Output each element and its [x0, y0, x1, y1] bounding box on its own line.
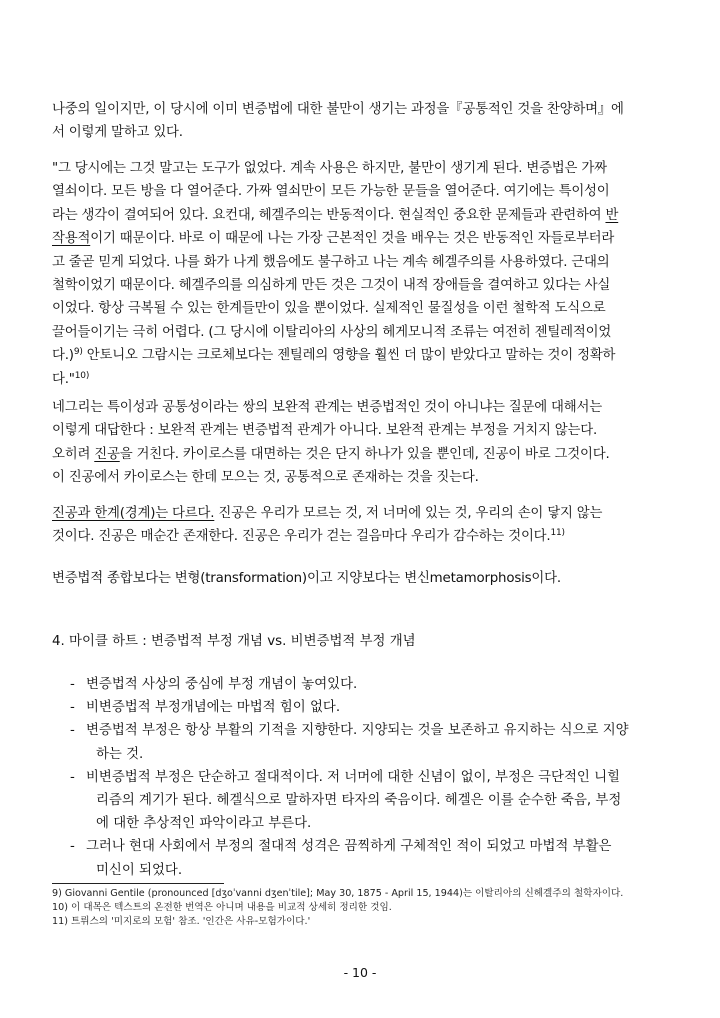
text-line: 이었다. 항상 극복될 수 있는 한계들만이 있을 뿐이었다. 실제적인 물질성을 이런 철학적 도식으로 — [52, 301, 606, 317]
text-line: 미신이 되었다. — [96, 862, 183, 878]
footnote-ref-11[interactable]: 11) — [550, 528, 565, 539]
text-run: 진공은 우리가 모르는 것, 저 너머에 있는 것, 우리의 손이 닿지 않는 — [214, 506, 603, 521]
void-paragraph — [52, 502, 668, 549]
intro-paragraph — [52, 98, 668, 145]
text-line: 네그리는 특이성과 공통성이라는 쌍의 보완적 관계는 변증법적인 것이 아니냐는 질문에 대해서는 — [52, 400, 602, 415]
text-line: 이 진공에서 카이로스는 한데 모으는 것, 공통적으로 존재하는 것을 짓는다. — [52, 470, 479, 486]
text-line: 리즘의 계기가 된다. 헤겔식으로 말하자면 타자의 죽음이다. 헤겔은 이를 순수한 죽음, 부정 — [96, 793, 622, 809]
dash-bullet: - — [70, 839, 75, 855]
text-line: 변증법적 사상의 중심에 부정 개념이 놓여있다. — [86, 677, 358, 692]
dash-bullet: - — [70, 700, 75, 716]
list-item — [70, 835, 670, 881]
text-line: 서 이렇게 말하고 있다. — [52, 125, 183, 141]
section-heading: 4. 마이클 하트 : 변증법적 부정 개념 vs. 비변증법적 부정 개념 — [52, 634, 416, 649]
footnote-11: 11) 트뤼스의 '미지로의 모험' 참조. '인간은 사유-모험가이다.' — [52, 916, 311, 927]
footnote-divider — [52, 883, 224, 884]
text-line: 변증법적 부정은 항상 부활의 기적을 지향한다. 지양되는 것을 보존하고 유지하는 식으로 지양 — [86, 723, 629, 739]
text-line: 에 대한 추상적인 파악이라고 부른다. — [96, 816, 312, 832]
text-run: 다.) — [52, 348, 74, 364]
text-line — [52, 204, 668, 227]
text-line: 고 줄곧 믿게 되었다. 나를 화가 나게 했음에도 불구하고 나는 계속 헤겔주의를 사용하였다. 근대의 — [52, 254, 610, 270]
text-line: 비변증법적 부정은 단순하고 절대적이다. 저 너머에 대한 신념이 없이, 부정은 극단적인 니힐 — [86, 769, 620, 785]
underlined-text: 진공 — [94, 446, 120, 462]
footnotes — [52, 887, 692, 929]
footnote-9: 9) Giovanni Gentile (pronounced [dʒoˈvanni dʒenˈtile]; May 30, 1875 - April 15, 1944)는 이탈리아의 신헤겔주의 철학자이다. — [52, 888, 624, 899]
text-line: 나중의 일이지만, 이 당시에 이미 변증법에 대한 불만이 생기는 과정을『공통적인 것을 찬양하며』에 — [52, 102, 624, 117]
text-line: 철학이었기 때문이다. 헤겔주의를 의심하게 만든 것은 그것이 내적 장애들을 결여하고 있다는 사실 — [52, 278, 611, 294]
negri-paragraph — [52, 396, 668, 490]
text-line — [52, 443, 668, 466]
text-line: 열쇠이다. 모든 방을 다 열어준다. 가짜 열쇠만이 모든 가능한 문들을 열어준다. 여기에는 특이성이 — [52, 184, 610, 200]
text-line: 하는 것. — [96, 746, 144, 762]
bullet-list — [70, 673, 670, 882]
list-item — [70, 719, 670, 765]
dash-bullet: - — [70, 677, 75, 692]
list-item — [70, 696, 670, 719]
dash-bullet: - — [70, 769, 75, 785]
text-line: 그러나 현대 사회에서 부정의 절대적 성격은 끔찍하게 구체적인 적이 되었고 마법적 부활은 — [86, 839, 612, 855]
text-run: 다." — [52, 371, 75, 387]
underlined-text: 진공과 한계(경계)는 다르다. — [52, 506, 215, 521]
footnote-10: 10) 이 대목은 텍스트의 온전한 번역은 아니며 내용을 비교적 상세히 정리한 것임. — [52, 902, 392, 913]
underlined-text: 반 — [605, 207, 619, 223]
text-line: "그 당시에는 그것 말고는 도구가 없었다. 계속 사용은 하지만, 불만이 생기게 된다. 변증법은 가짜 — [52, 161, 607, 176]
text-run: 오히려 — [52, 446, 95, 462]
underlined-text: 작용적 — [52, 231, 91, 247]
dash-bullet: - — [70, 723, 75, 739]
footnote-ref-9[interactable]: 9) — [73, 347, 83, 358]
text-line — [52, 227, 668, 250]
text-line: 이렇게 대답한다 : 보완적 관계는 변증법적 관계가 아니다. 보완적 관계는 부정을 거치지 않는다. — [52, 423, 598, 439]
list-item — [70, 673, 670, 696]
transformation-paragraph — [52, 567, 668, 590]
text-line: 비변증법적 부정개념에는 마법적 힘이 없다. — [86, 700, 341, 716]
text-line: 끌어들이기는 극히 어렵다. (그 당시에 이탈리아의 사상의 헤게모니적 조류는 여전히 젠틸레적이었 — [52, 324, 612, 340]
text-run: 라는 생각이 결여되어 있다. 요컨대, 헤겔주의는 반동적이다. 현실적인 중요한 문제들과 관련하여 — [52, 207, 606, 223]
text-line: 변증법적 종합보다는 변형(transformation)이고 지양보다는 변신metamorphosis이다. — [52, 571, 561, 586]
text-run: 것이다. 진공은 매순간 존재한다. 진공은 우리가 걷는 걸음마다 우리가 감수하는 것이다. — [52, 529, 551, 545]
text-line — [52, 368, 668, 391]
page-number: - 10 - — [343, 965, 377, 980]
text-run: 을 거친다. 카이로스를 대면하는 것은 단지 하나가 있을 뿐인데, 진공이 바로 그것이다. — [119, 446, 610, 462]
footnote-ref-10[interactable]: 10) — [74, 370, 90, 381]
list-item — [70, 766, 670, 836]
quote-paragraph — [52, 157, 668, 391]
text-run: 이기 때문이다. 바로 이 때문에 나는 가장 근본적인 것을 배우는 것은 반동적인 자들로부터라 — [90, 231, 615, 247]
text-line — [52, 525, 668, 548]
text-line — [52, 344, 668, 367]
text-run: 안토니오 그람시는 크로체보다는 젠틸레의 영향을 훨씬 더 많이 받았다고 말하는 것이 정확하 — [82, 348, 616, 364]
text-line — [52, 502, 668, 525]
